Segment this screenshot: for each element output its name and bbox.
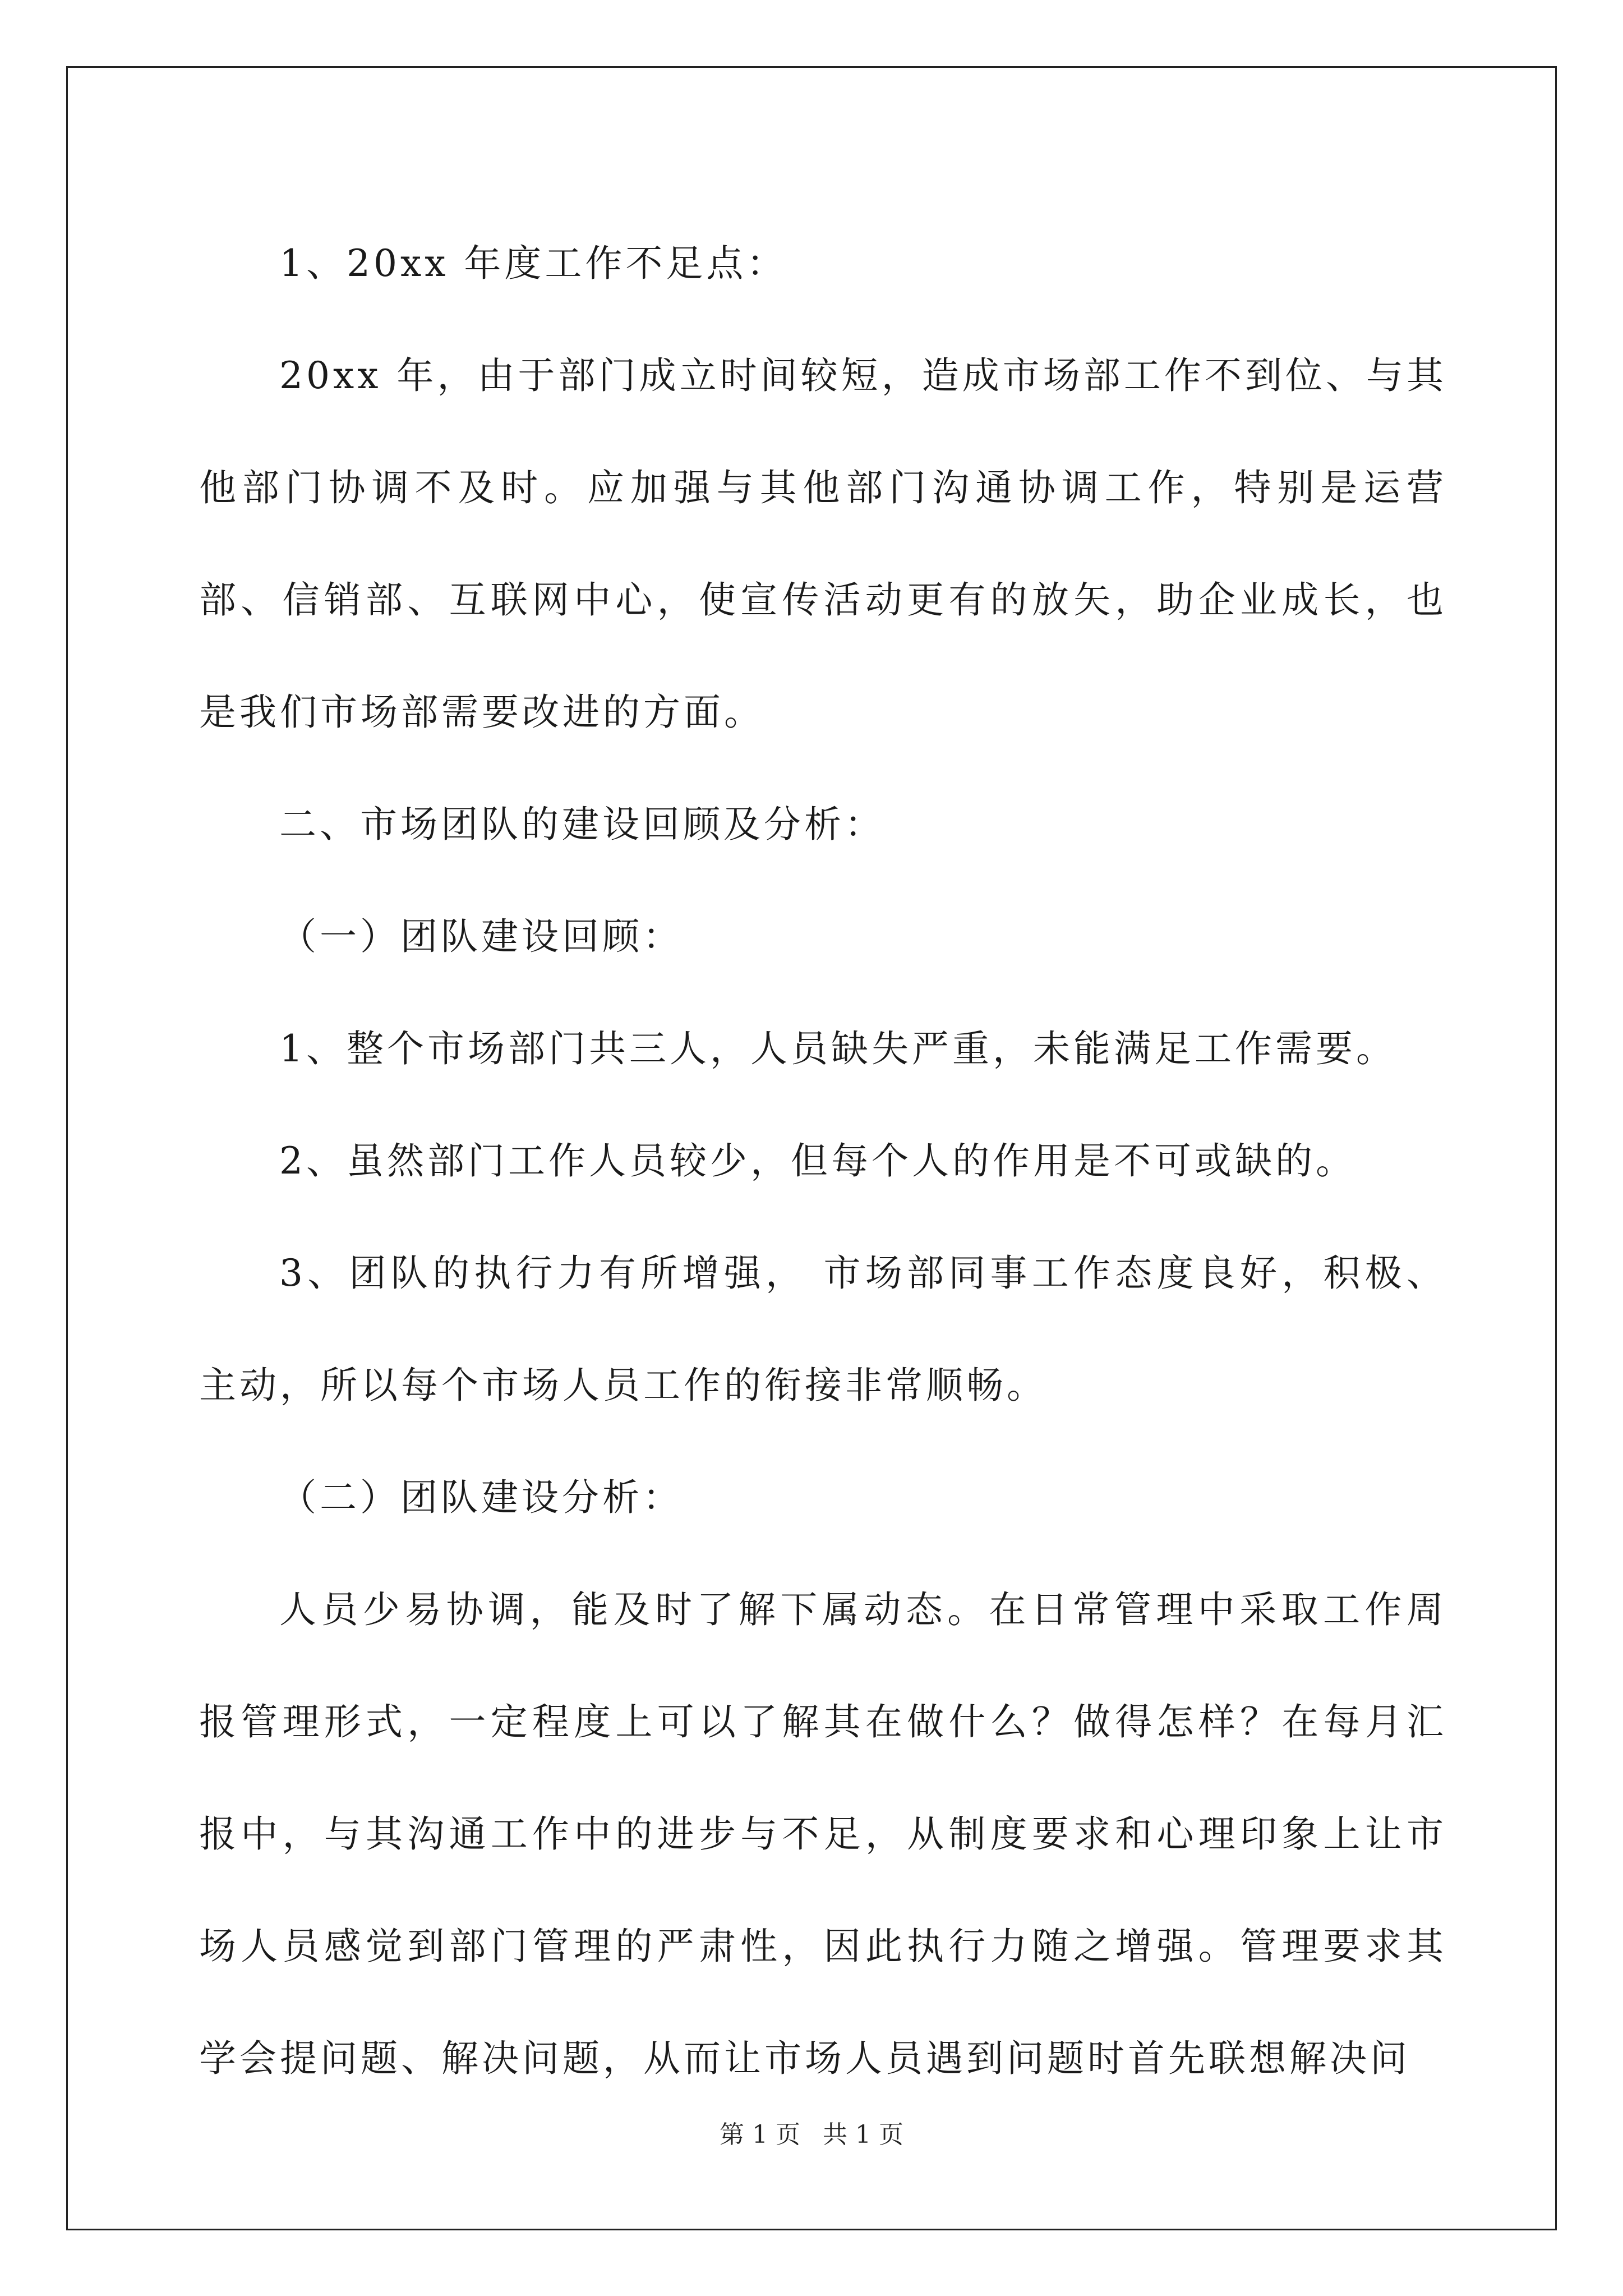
page-footer <box>0 2118 1623 2152</box>
page-number: 第 1 页 <box>720 2120 800 2149</box>
subsection-heading: （二）团队建设分析： <box>279 1476 683 1519</box>
paragraph: 1、20xx 年度工作不足点： <box>279 242 787 285</box>
paragraph: 人员少易协调，能及时了解下属动态。在日常管理中采取工作周报管理形式，一定程度上可以了解其在做什么？做得怎样？在每月汇报中，与其沟通工作中的进步与不足，从制度要求和心理印象上让市场人员感觉到部门管理的严肃性，因此执行力随之增强。管理要求其学会提问题、解决问题，从而让市场人员遇到问题时首先联想解决问 <box>199 1588 1447 2080</box>
paragraph: 3、团队的执行力有所增强， 市场部同事工作态度良好，积极、主动，所以每个市场人员工作的衔接非常顺畅。 <box>199 1251 1447 1407</box>
paragraph: 2、虽然部门工作人员较少，但每个人的作用是不可或缺的。 <box>279 1139 1356 1182</box>
paragraph: 20xx 年，由于部门成立时间较短，造成市场部工作不到位、与其他部门协调不及时。应加强与其他部门沟通协调工作，特别是运营部、信销部、互联网中心，使宣传活动更有的放矢，助企业成长，也是我们市场部需要改进的方面。 <box>199 354 1447 734</box>
document-body <box>199 208 1447 2115</box>
subsection-heading: （一）团队建设回顾： <box>279 915 683 958</box>
section-heading: 二、市场团队的建设回顾及分析： <box>279 803 885 846</box>
page-total: 共 1 页 <box>823 2120 903 2149</box>
paragraph: 1、整个市场部门共三人，人员缺失严重，未能满足工作需要。 <box>279 1027 1396 1070</box>
